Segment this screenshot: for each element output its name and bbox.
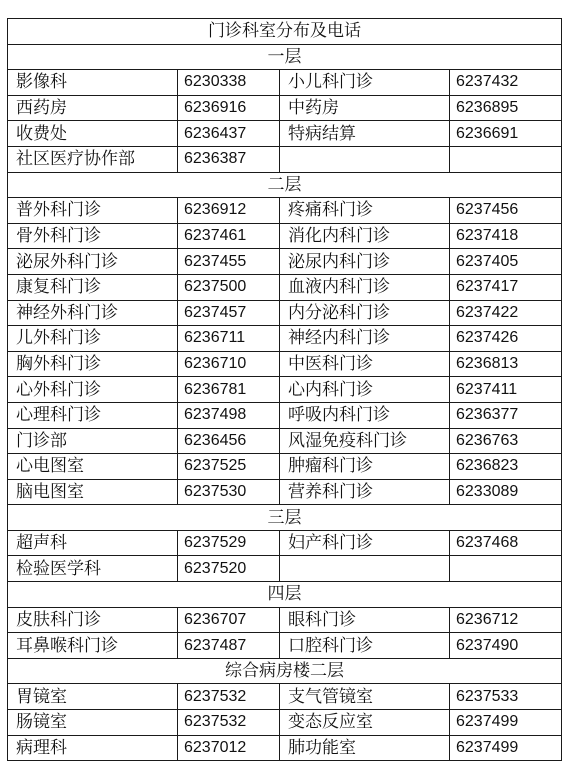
phone-number-cell: 6237432 <box>450 70 562 96</box>
phone-number-cell: 6236711 <box>178 326 280 352</box>
table-row <box>8 300 562 326</box>
department-name-cell: 神经外科门诊 <box>8 300 178 326</box>
department-name-cell: 泌尿外科门诊 <box>8 249 178 275</box>
phone-number-cell: 6237426 <box>450 326 562 352</box>
phone-number-cell: 6237490 <box>450 633 562 659</box>
floor-header: 三层 <box>8 505 562 531</box>
table-row <box>8 454 562 480</box>
department-name-cell: 内分泌科门诊 <box>280 300 450 326</box>
phone-number-cell: 6237418 <box>450 223 562 249</box>
department-name-cell: 营养科门诊 <box>280 479 450 505</box>
phone-number-cell: 6237012 <box>178 735 280 761</box>
department-name-cell: 妇产科门诊 <box>280 530 450 556</box>
table-title: 门诊科室分布及电话 <box>8 19 562 45</box>
phone-number-cell: 6237468 <box>450 530 562 556</box>
phone-number-cell: 6237532 <box>178 684 280 710</box>
department-name-cell: 中药房 <box>280 95 450 121</box>
table-row <box>8 351 562 377</box>
department-name-cell: 胸外科门诊 <box>8 351 178 377</box>
phone-number-cell: 6233089 <box>450 479 562 505</box>
phone-number-cell: 6230338 <box>178 70 280 96</box>
phone-number-cell: 6237455 <box>178 249 280 275</box>
table-row <box>8 684 562 710</box>
phone-number-cell: 6237532 <box>178 710 280 736</box>
phone-number-cell: 6237500 <box>178 274 280 300</box>
department-name-cell: 心电图室 <box>8 454 178 480</box>
department-name-cell: 儿外科门诊 <box>8 326 178 352</box>
phone-number-cell: 6236781 <box>178 377 280 403</box>
phone-number-cell: 6236895 <box>450 95 562 121</box>
phone-number-cell <box>450 146 562 172</box>
department-name-cell <box>280 146 450 172</box>
table-row <box>8 735 562 761</box>
department-name-cell: 变态反应室 <box>280 710 450 736</box>
phone-number-cell: 6236916 <box>178 95 280 121</box>
floor-header-row <box>8 582 562 608</box>
phone-number-cell: 6237487 <box>178 633 280 659</box>
floor-header: 综合病房楼二层 <box>8 658 562 684</box>
phone-number-cell: 6237422 <box>450 300 562 326</box>
table-row <box>8 70 562 96</box>
department-name-cell: 心外科门诊 <box>8 377 178 403</box>
table-row <box>8 198 562 224</box>
table-row <box>8 121 562 147</box>
phone-number-cell: 6237411 <box>450 377 562 403</box>
department-name-cell: 疼痛科门诊 <box>280 198 450 224</box>
phone-number-cell: 6237499 <box>450 710 562 736</box>
table-row <box>8 710 562 736</box>
table-row <box>8 428 562 454</box>
table-row <box>8 223 562 249</box>
phone-number-cell: 6236377 <box>450 402 562 428</box>
floor-header-row <box>8 658 562 684</box>
phone-number-cell: 6236710 <box>178 351 280 377</box>
department-name-cell: 眼科门诊 <box>280 607 450 633</box>
department-name-cell: 社区医疗协作部 <box>8 146 178 172</box>
department-name-cell: 小儿科门诊 <box>280 70 450 96</box>
department-name-cell: 西药房 <box>8 95 178 121</box>
phone-number-cell: 6237456 <box>450 198 562 224</box>
phone-number-cell: 6237525 <box>178 454 280 480</box>
department-name-cell: 门诊部 <box>8 428 178 454</box>
table-row <box>8 633 562 659</box>
department-name-cell: 病理科 <box>8 735 178 761</box>
table-row <box>8 146 562 172</box>
table-row <box>8 326 562 352</box>
phone-number-cell: 6237498 <box>178 402 280 428</box>
phone-number-cell <box>450 556 562 582</box>
department-name-cell: 超声科 <box>8 530 178 556</box>
department-name-cell: 泌尿内科门诊 <box>280 249 450 275</box>
department-name-cell: 血液内科门诊 <box>280 274 450 300</box>
department-name-cell: 肺功能室 <box>280 735 450 761</box>
phone-number-cell: 6237417 <box>450 274 562 300</box>
department-name-cell: 普外科门诊 <box>8 198 178 224</box>
department-name-cell: 康复科门诊 <box>8 274 178 300</box>
table-row <box>8 607 562 633</box>
department-name-cell: 肿瘤科门诊 <box>280 454 450 480</box>
phone-number-cell: 6237405 <box>450 249 562 275</box>
department-name-cell: 特病结算 <box>280 121 450 147</box>
phone-number-cell: 6236712 <box>450 607 562 633</box>
department-name-cell: 肠镜室 <box>8 710 178 736</box>
phone-number-cell: 6236813 <box>450 351 562 377</box>
department-name-cell: 心内科门诊 <box>280 377 450 403</box>
phone-number-cell: 6237533 <box>450 684 562 710</box>
department-name-cell: 消化内科门诊 <box>280 223 450 249</box>
phone-number-cell: 6236912 <box>178 198 280 224</box>
department-name-cell: 神经内科门诊 <box>280 326 450 352</box>
phone-number-cell: 6236437 <box>178 121 280 147</box>
department-name-cell: 支气管镜室 <box>280 684 450 710</box>
phone-number-cell: 6236707 <box>178 607 280 633</box>
floor-header: 二层 <box>8 172 562 198</box>
phone-number-cell: 6236387 <box>178 146 280 172</box>
phone-number-cell: 6237520 <box>178 556 280 582</box>
table-row <box>8 274 562 300</box>
department-name-cell: 皮肤科门诊 <box>8 607 178 633</box>
department-name-cell: 脑电图室 <box>8 479 178 505</box>
phone-number-cell: 6237499 <box>450 735 562 761</box>
floor-header: 四层 <box>8 582 562 608</box>
phone-number-cell: 6236691 <box>450 121 562 147</box>
department-name-cell: 呼吸内科门诊 <box>280 402 450 428</box>
department-name-cell: 骨外科门诊 <box>8 223 178 249</box>
table-row <box>8 402 562 428</box>
phone-number-cell: 6237457 <box>178 300 280 326</box>
floor-header-row <box>8 505 562 531</box>
department-name-cell: 收费处 <box>8 121 178 147</box>
title-row <box>8 19 562 45</box>
floor-header: 一层 <box>8 44 562 70</box>
phone-number-cell: 6236763 <box>450 428 562 454</box>
table-row <box>8 377 562 403</box>
phone-number-cell: 6237529 <box>178 530 280 556</box>
department-name-cell: 胃镜室 <box>8 684 178 710</box>
department-name-cell: 口腔科门诊 <box>280 633 450 659</box>
department-name-cell: 检验医学科 <box>8 556 178 582</box>
table-row <box>8 556 562 582</box>
phone-number-cell: 6237530 <box>178 479 280 505</box>
table-row <box>8 530 562 556</box>
table-row <box>8 249 562 275</box>
department-name-cell: 中医科门诊 <box>280 351 450 377</box>
phone-number-cell: 6236823 <box>450 454 562 480</box>
department-name-cell: 影像科 <box>8 70 178 96</box>
floor-header-row <box>8 44 562 70</box>
phone-number-cell: 6237461 <box>178 223 280 249</box>
department-name-cell: 风湿免疫科门诊 <box>280 428 450 454</box>
phone-number-cell: 6236456 <box>178 428 280 454</box>
department-name-cell: 耳鼻喉科门诊 <box>8 633 178 659</box>
department-name-cell <box>280 556 450 582</box>
table-row <box>8 479 562 505</box>
department-name-cell: 心理科门诊 <box>8 402 178 428</box>
department-phone-table <box>7 18 562 761</box>
floor-header-row <box>8 172 562 198</box>
table-row <box>8 95 562 121</box>
